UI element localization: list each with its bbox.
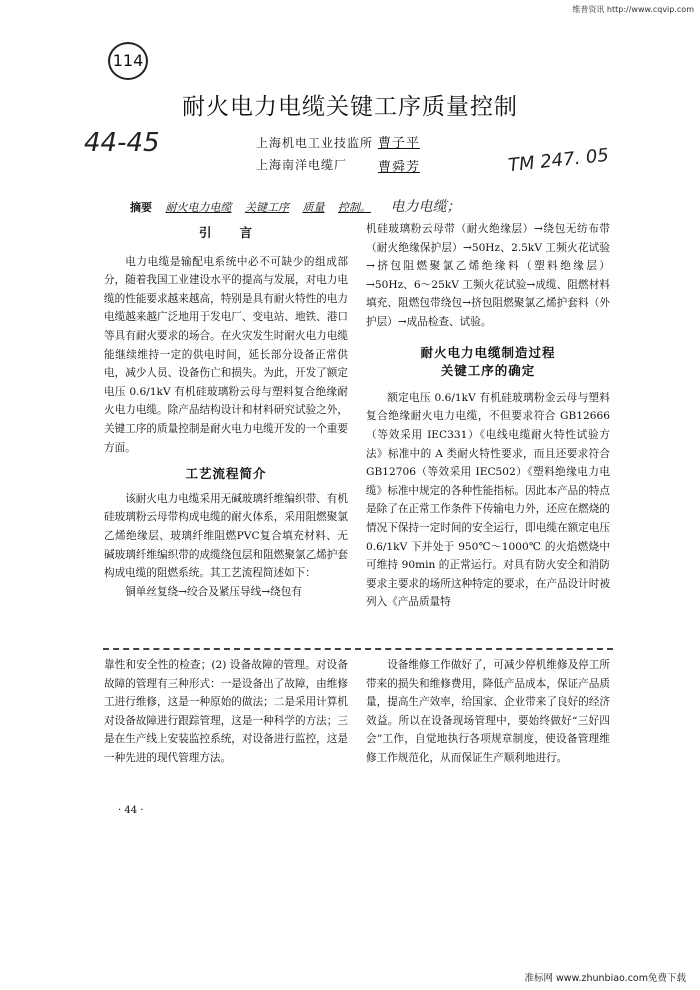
abstract-line bbox=[130, 196, 461, 216]
handwritten-number: 114 bbox=[112, 51, 144, 70]
intro-paragraph: 电力电缆是输配电系统中必不可缺少的组成部分，随着我国工业建设水平的提高与发展，对电力电缆的性能要求越来越高，特别是具有耐火特性的电力电缆越来越广泛地用于发电厂、变电站、地铁、港口等具有耐火要求的场合。在火灾发生时耐火电力电缆能继续维持一定的供电时间，延长部分设备正常供电，减少人员、设备伤亡和损失。为此，开发了额定电压 0.6/1kV 有机硅玻璃粉云母与塑料复合绝缘耐火电力电缆。除产品结构设计和材料研究试验之外，关键工序的质量控制是耐火电力电缆开发的一个重要方面。 bbox=[104, 255, 348, 454]
process-paragraph: 该耐火电力电缆采用无碱玻璃纤维编织带、有机硅玻璃粉云母带构成电缆的耐火体系，采用阻燃聚氯乙烯绝缘层、玻璃纤维阻燃PVC复合填充材料、无碱玻璃纤维编织带的成缆绕包层和阻燃聚氯乙烯护套构成电缆的阻燃系统。其工艺流程简述如下： bbox=[104, 492, 348, 580]
affiliation-2: 上海南洋电缆厂 bbox=[256, 158, 348, 172]
author-2: 曹舜芳 bbox=[378, 160, 421, 175]
handwritten-keyword-note: 电力电缆； bbox=[390, 199, 461, 215]
column-divider bbox=[103, 648, 613, 650]
section-heading-key-1: 耐火电力电缆制造过程 bbox=[420, 344, 556, 360]
keyword-3: 质量 bbox=[302, 201, 325, 214]
keyword-2: 关键工序 bbox=[245, 201, 289, 214]
left-column bbox=[104, 224, 348, 601]
top-watermark: 维普资讯 http://www.cqvip.com bbox=[572, 5, 694, 14]
keyword-4: 控制。 bbox=[338, 201, 371, 214]
lower-right-paragraph bbox=[366, 656, 610, 768]
key-process-paragraph: 额定电压 0.6/1kV 有机硅玻璃粉金云母与塑料复合绝缘耐火电力电缆，不但要求符合 GB12666（等效采用 IEC331）《电线电缆耐火特性试验方法》标准中的 A 类耐火特性要求，而且还要求符合 GB12706（等效采用 IEC502）《塑料绝缘电力电缆》标准中规定的各种性能指标。因此本产品的特点是除了在正常工作条件下传输电力外，还应在燃烧的情况下保持一定时间的安全运行，即电缆在额定电压 0.6/1kV 下并处于 950℃～1000℃ 的火焰燃烧中可维持 90min 的正常运行。对具有防火安全和消防要求主要求的场所这种特定的要求，在产品设计时被列入《产品质量特 bbox=[366, 391, 610, 609]
right-column bbox=[366, 220, 610, 612]
abstract-label: 摘要 bbox=[130, 201, 152, 214]
handwritten-circle-number bbox=[108, 42, 148, 80]
affiliation-1: 上海机电工业技监所 bbox=[256, 136, 374, 150]
section-heading-intro: 引 言 bbox=[198, 225, 253, 240]
paper-title: 耐火电力电缆关键工序质量控制 bbox=[182, 94, 518, 120]
process-flow-continued: 机硅玻璃粉云母带（耐火绝缘层）→绕包无纺布带（耐火绝缘保护层）→50Hz、2.5kV 工频火花试验→挤包阻燃聚氯乙烯绝缘料（塑料绝缘层）→50Hz、6～25kV 工频火花试验→成缆、阻燃材料填充、阻燃包带绕包→挤包阻燃聚氯乙烯护套料（外护层）→成品检查、试验。 bbox=[366, 223, 610, 328]
handwritten-classification: TM 247. 05 bbox=[507, 144, 610, 177]
section-heading-process: 工艺流程简介 bbox=[185, 466, 267, 482]
keyword-1: 耐火电力电缆 bbox=[165, 201, 232, 214]
handwritten-pages: 44-45 bbox=[84, 128, 160, 158]
equipment-management-text: 靠性和安全性的检查；(2) 设备故障的管理。对设备故障的管理有三种形式：一是设备出了故障，由维修工进行维修，这是一种原始的做法；二是采用计算机对设备故障进行跟踪管理，这是一种科学的方法；三是在生产线上安装监控系统，对设备进行监控，这是一种先进的现代管理方法。 bbox=[104, 659, 348, 764]
page-number: · 44 · bbox=[118, 805, 144, 816]
footer-watermark: 准标网 www.zhunbiao.com免费下载 bbox=[524, 973, 686, 984]
section-heading-key-2: 关键工序的确定 bbox=[440, 363, 536, 379]
process-flow-start: 铜单丝复绕→绞合及紧压导线→绕包有 bbox=[125, 585, 302, 598]
lower-left-paragraph bbox=[104, 656, 348, 768]
maintenance-conclusion-text: 设备维修工作做好了，可减少停机维修及停工所带来的损失和维修费用，降低产品成本，保证产品质量，提高生产效率，给国家、企业带来了良好的经济效益。所以在设备现场管理中，要始终做好“三好四会”工作，自觉地执行各项规章制度，使设备管理维修工作规范化，从而保证生产顺利地进行。 bbox=[366, 659, 610, 764]
author-1: 曹子平 bbox=[378, 136, 421, 151]
